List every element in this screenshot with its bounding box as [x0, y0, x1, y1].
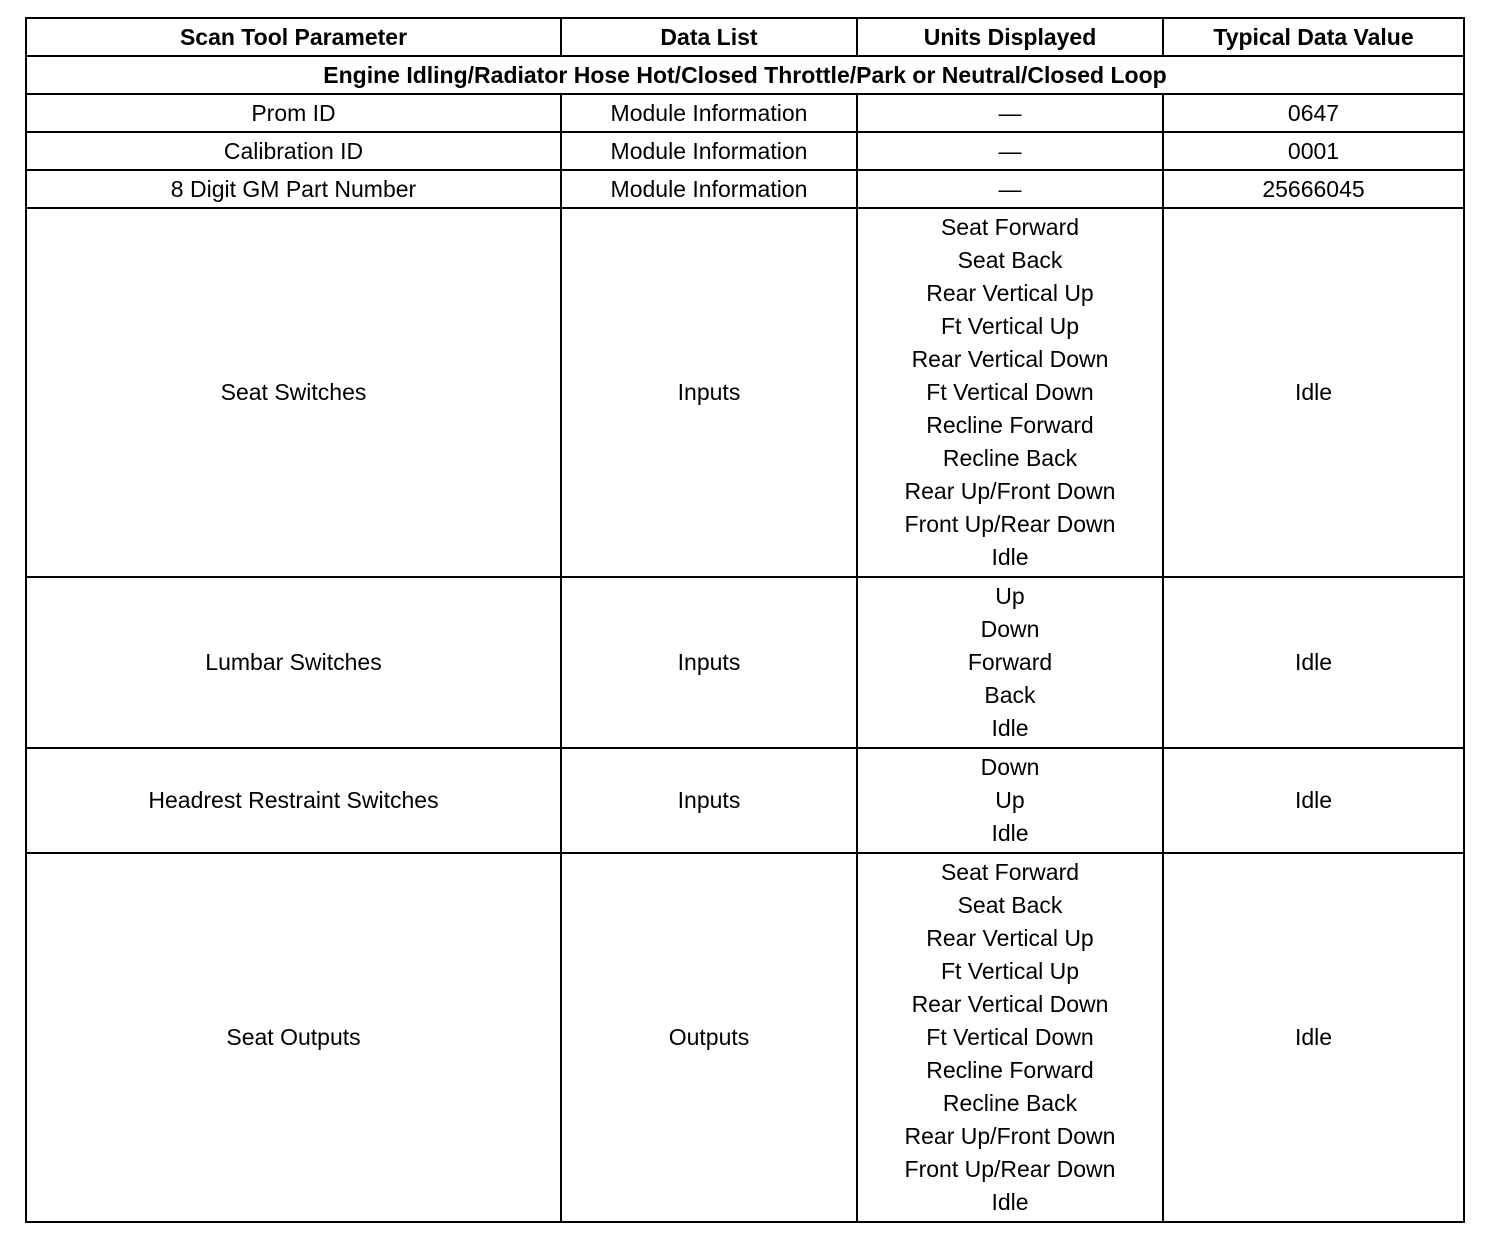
units-displayed-cell: [857, 208, 1163, 577]
typical-value-cell: 25666045: [1163, 170, 1464, 208]
unit-value: Recline Forward: [926, 412, 1094, 438]
units-list: [858, 209, 1162, 576]
unit-value: Recline Back: [942, 445, 1078, 471]
unit-value: Front Up/Rear Down: [904, 1156, 1116, 1182]
header-row: [26, 18, 1464, 56]
unit-value: Back: [984, 682, 1036, 708]
typical-value-cell: 0647: [1163, 94, 1464, 132]
unit-value: Up: [995, 787, 1025, 813]
unit-value: Idle: [991, 1189, 1029, 1215]
table-row: [26, 208, 1464, 577]
data-list-cell: Module Information: [561, 94, 857, 132]
unit-value: Idle: [991, 715, 1029, 741]
units-list: [858, 173, 1162, 206]
unit-value: Seat Back: [957, 892, 1063, 918]
scan-tool-data-table: [25, 17, 1465, 1223]
table-row: [26, 132, 1464, 170]
units-displayed-cell: [857, 853, 1163, 1222]
units-list: [858, 854, 1162, 1221]
unit-value: Seat Forward: [940, 214, 1080, 240]
table-row: [26, 94, 1464, 132]
typical-value-cell: Idle: [1163, 853, 1464, 1222]
unit-value: Idle: [991, 544, 1029, 570]
typical-value-cell: Idle: [1163, 208, 1464, 577]
unit-value: Rear Vertical Down: [911, 346, 1109, 372]
data-list-cell: Outputs: [561, 853, 857, 1222]
typical-value-cell: Idle: [1163, 577, 1464, 748]
unit-value: Forward: [967, 649, 1053, 675]
parameter-cell: Seat Outputs: [26, 853, 561, 1222]
unit-value: Down: [980, 754, 1040, 780]
header-units-displayed: Units Displayed: [857, 18, 1163, 56]
unit-value: Recline Forward: [926, 1057, 1094, 1083]
data-list-cell: Inputs: [561, 748, 857, 853]
table-row: [26, 853, 1464, 1222]
unit-value: Rear Vertical Up: [926, 280, 1094, 306]
units-displayed-cell: [857, 94, 1163, 132]
unit-value: Rear Vertical Down: [911, 991, 1109, 1017]
unit-value: Seat Back: [957, 247, 1063, 273]
unit-value: —: [998, 137, 1022, 164]
header-typical-data-value: Typical Data Value: [1163, 18, 1464, 56]
units-list: [858, 97, 1162, 130]
unit-value: Ft Vertical Down: [926, 1024, 1094, 1050]
unit-value: Up: [995, 583, 1025, 609]
unit-value: Idle: [991, 820, 1029, 846]
data-list-cell: Inputs: [561, 208, 857, 577]
data-list-cell: Module Information: [561, 170, 857, 208]
parameter-cell: Lumbar Switches: [26, 577, 561, 748]
units-displayed-cell: [857, 132, 1163, 170]
unit-value: Rear Vertical Up: [926, 925, 1094, 951]
data-list-cell: Inputs: [561, 577, 857, 748]
units-list: [858, 749, 1162, 852]
header-parameter: Scan Tool Parameter: [26, 18, 561, 56]
unit-value: Recline Back: [942, 1090, 1078, 1116]
data-list-cell: Module Information: [561, 132, 857, 170]
units-displayed-cell: [857, 170, 1163, 208]
unit-value: —: [998, 99, 1022, 126]
unit-value: Rear Up/Front Down: [904, 478, 1116, 504]
unit-value: —: [998, 175, 1022, 202]
parameter-cell: Seat Switches: [26, 208, 561, 577]
units-displayed-cell: [857, 748, 1163, 853]
unit-value: Ft Vertical Down: [926, 379, 1094, 405]
unit-value: Front Up/Rear Down: [904, 511, 1116, 537]
section-row: [26, 56, 1464, 94]
unit-value: Down: [980, 616, 1040, 642]
parameter-cell: 8 Digit GM Part Number: [26, 170, 561, 208]
typical-value-cell: Idle: [1163, 748, 1464, 853]
section-title: Engine Idling/Radiator Hose Hot/Closed Throttle/Park or Neutral/Closed Loop: [26, 56, 1464, 94]
units-list: [858, 135, 1162, 168]
parameter-cell: Prom ID: [26, 94, 561, 132]
table-row: [26, 748, 1464, 853]
unit-value: Seat Forward: [940, 859, 1080, 885]
units-displayed-cell: [857, 577, 1163, 748]
table-row: [26, 170, 1464, 208]
unit-value: Rear Up/Front Down: [904, 1123, 1116, 1149]
parameter-cell: Calibration ID: [26, 132, 561, 170]
typical-value-cell: 0001: [1163, 132, 1464, 170]
parameter-cell: Headrest Restraint Switches: [26, 748, 561, 853]
unit-value: Ft Vertical Up: [940, 958, 1080, 984]
table-row: [26, 577, 1464, 748]
header-data-list: Data List: [561, 18, 857, 56]
unit-value: Ft Vertical Up: [940, 313, 1080, 339]
units-list: [858, 578, 1162, 747]
